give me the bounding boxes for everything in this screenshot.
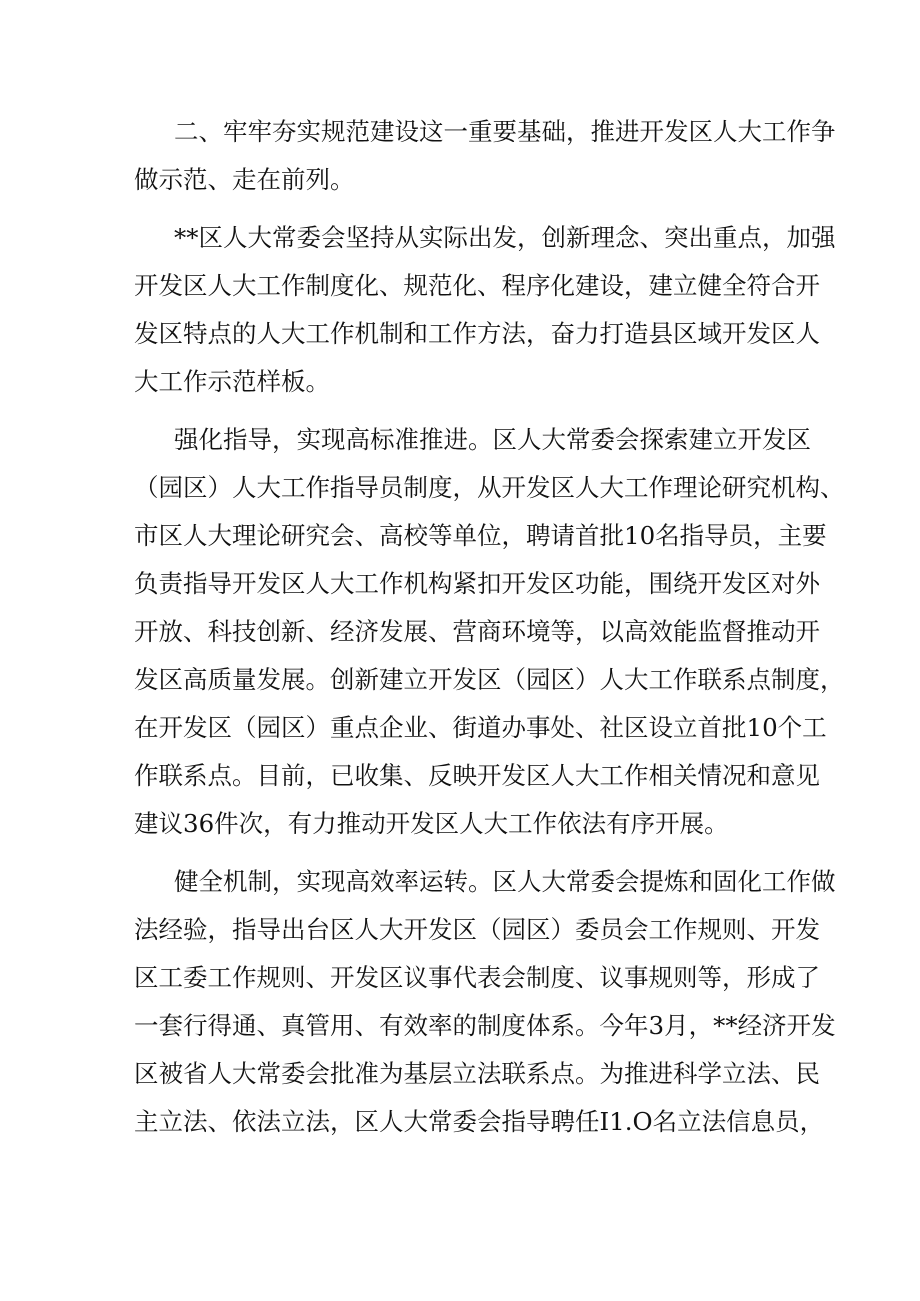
text-line: 主立法、依法立法，区人大常委会指导聘任I1.O名立法信息员， — [134, 1107, 825, 1136]
text-line: 开发区人大工作制度化、规范化、程序化建设，建立健全符合开 — [134, 271, 820, 300]
text-line: 负责指导开发区人大工作机构紧扣开发区功能，围绕开发区对外 — [134, 569, 820, 598]
text-line: 大工作示范样板。 — [134, 367, 330, 396]
body-paragraph — [134, 416, 845, 848]
text-line: 作联系点。目前，已收集、反映开发区人大工作相关情况和意见 — [134, 761, 820, 790]
text-line: 发区高质量发展。创新建立开发区（园区）人大工作联系点制度， — [134, 665, 845, 694]
heading-paragraph — [134, 108, 836, 204]
text-line: 做示范、走在前列。 — [134, 165, 355, 194]
text-line: 区工委工作规则、开发区议事代表会制度、议事规则等，形成了 — [134, 963, 820, 992]
text-line: 一套行得通、真管用、有效率的制度体系。今年3月，**经济开发 — [134, 1011, 836, 1040]
text-line: 二、牢牢夯实规范建设这一重要基础，推进开发区人大工作争 — [174, 117, 836, 146]
text-line: 健全机制，实现高效率运转。区人大常委会提炼和固化工作做 — [174, 867, 836, 896]
text-line: （园区）人大工作指导员制度，从开发区人大工作理论研究机构、 — [134, 473, 845, 502]
text-line: 建议36件次，有力推动开发区人大工作依法有序开展。 — [134, 809, 729, 838]
text-line: 市区人大理论研究会、高校等单位，聘请首批10名指导员，主要 — [134, 521, 827, 550]
text-line: 强化指导，实现高标准推进。区人大常委会探索建立开发区 — [174, 425, 811, 454]
text-line: 在开发区（园区）重点企业、街道办事处、社区设立首批10个工 — [134, 713, 827, 742]
body-paragraph — [134, 214, 836, 406]
text-line: 开放、科技创新、经济发展、营商环境等，以高效能监督推动开 — [134, 617, 820, 646]
text-line: 法经验，指导出台区人大开发区（园区）委员会工作规则、开发 — [134, 915, 820, 944]
text-line: 发区特点的人大工作机制和工作方法，奋力打造县区域开发区人 — [134, 319, 820, 348]
text-line: 区被省人大常委会批准为基层立法联系点。为推进科学立法、民 — [134, 1059, 820, 1088]
text-line: **区人大常委会坚持从实际出发，创新理念、突出重点，加强 — [174, 223, 836, 252]
body-paragraph — [134, 858, 836, 1146]
